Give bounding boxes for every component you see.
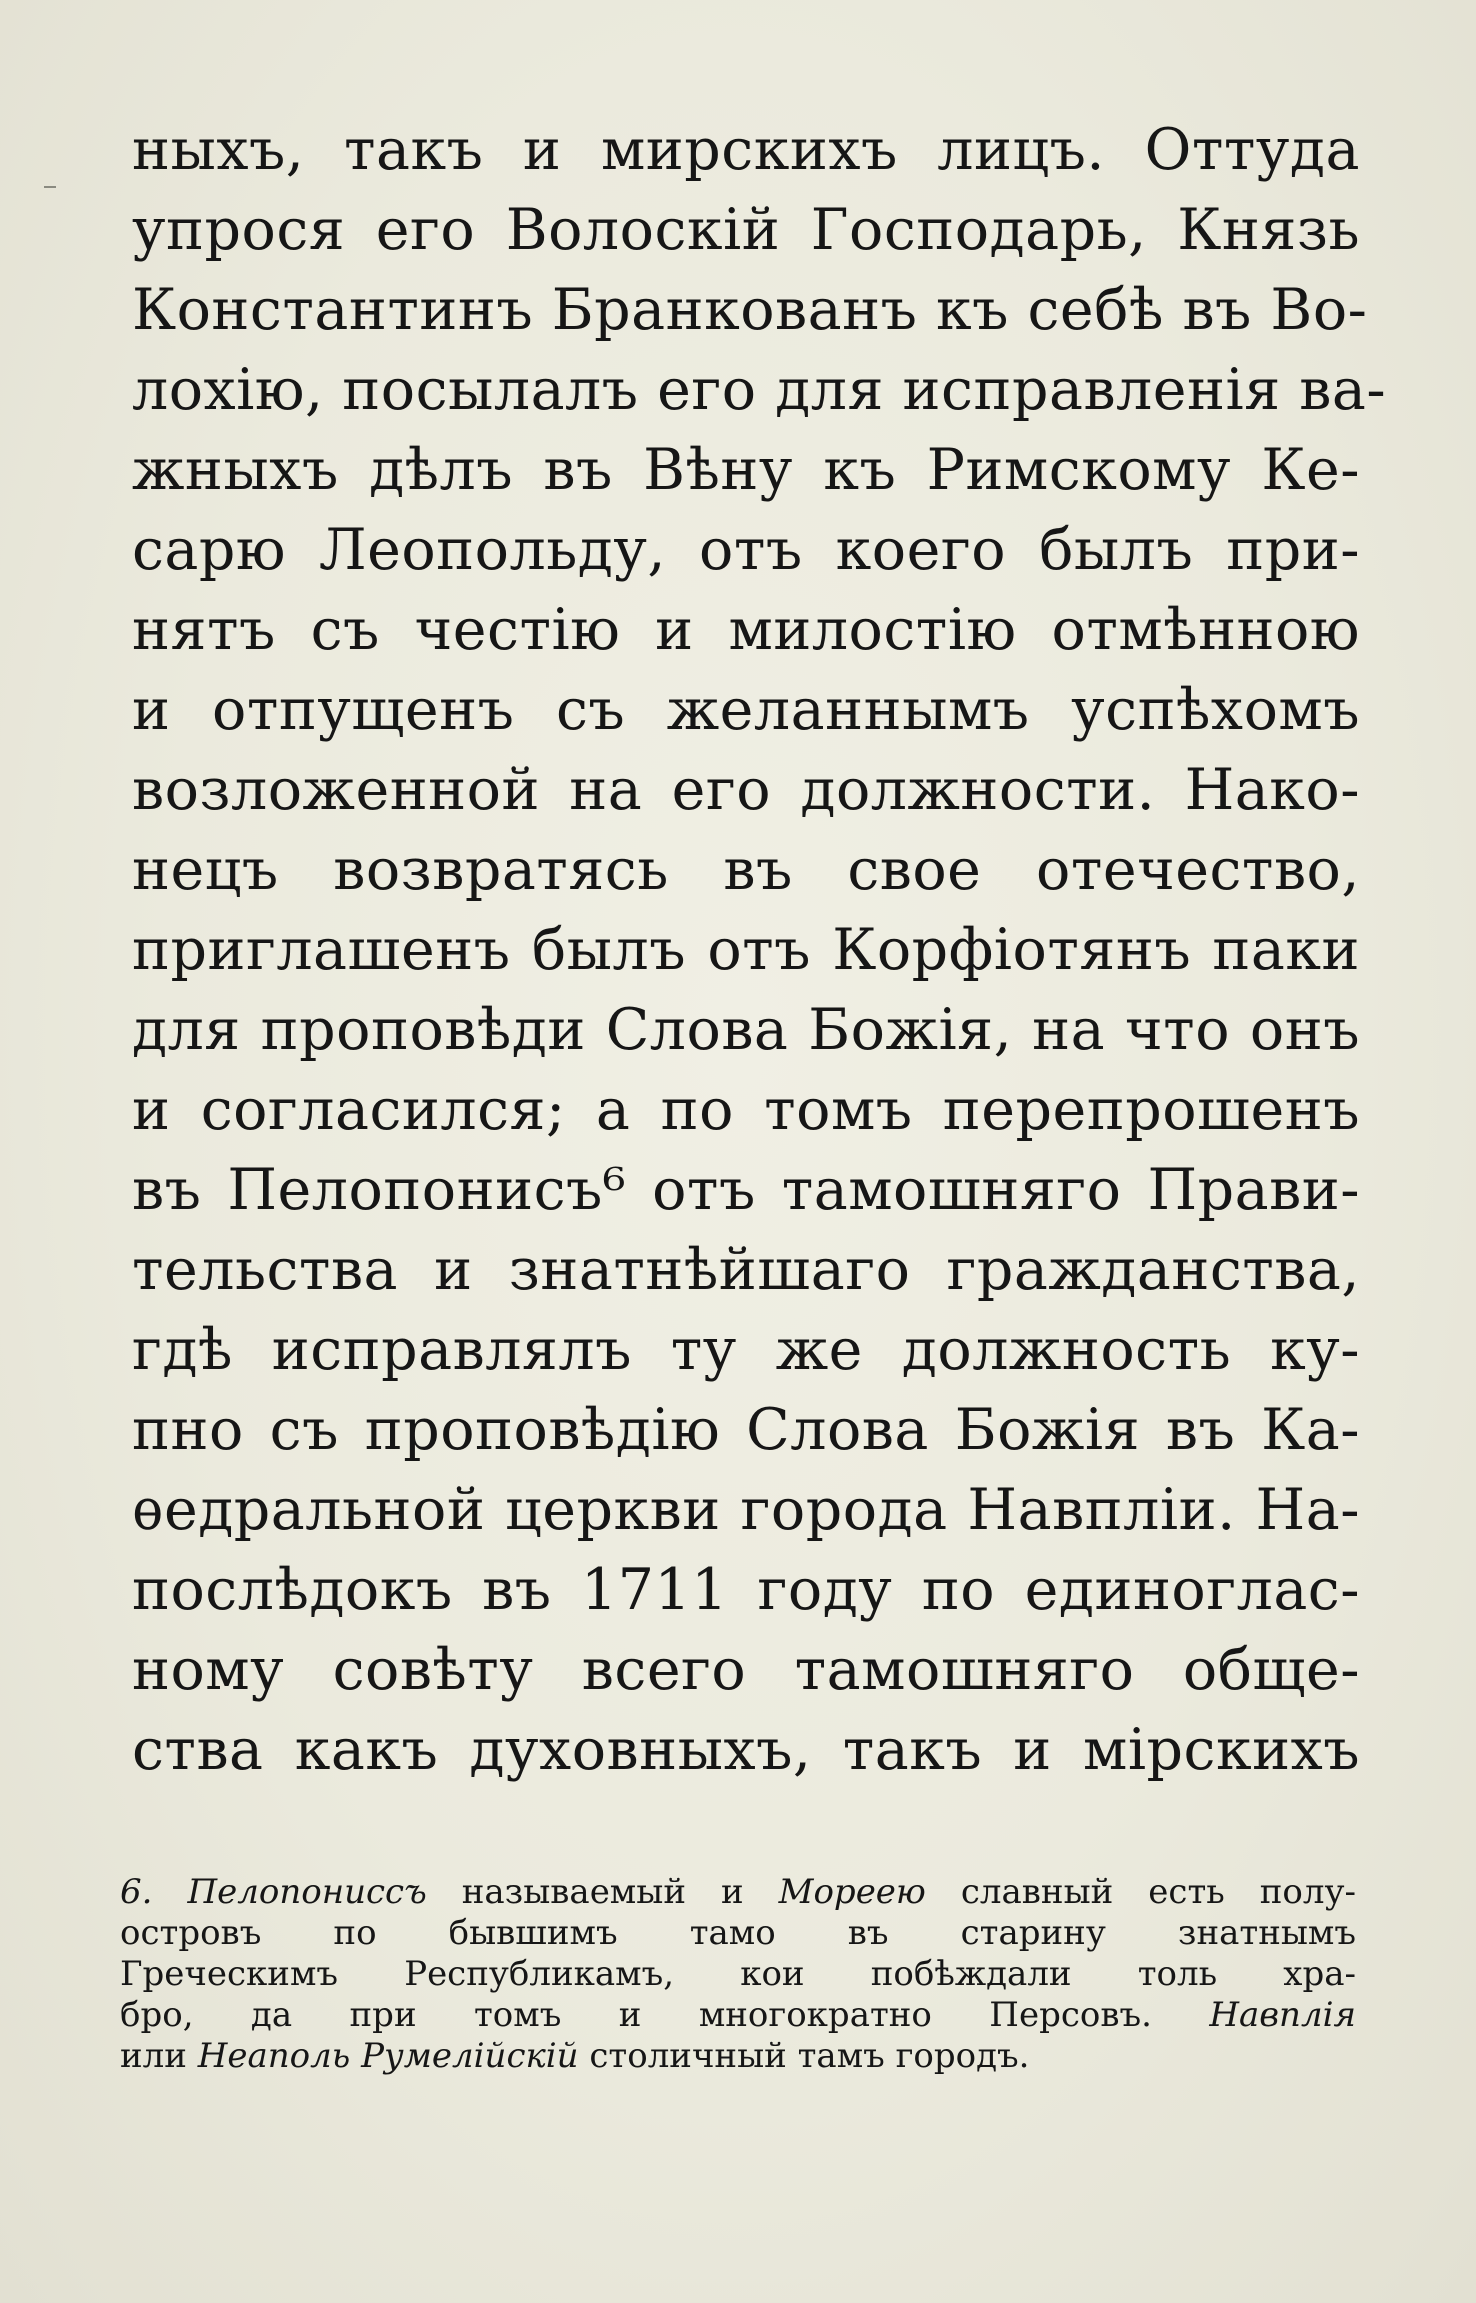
text-line: послѣдокъ въ 1711 году по единоглас- [132,1557,1360,1623]
text-line: ѳедральной церкви города Навпліи. На- [132,1477,1360,1543]
margin-mark [44,186,56,188]
footnote-line [120,1872,1356,1913]
text-line: нецъ возвратясь въ свое отечество, [132,837,1360,903]
text-line: жныхъ дѣлъ въ Вѣну къ Римскому Ке- [132,437,1360,503]
text-line: пно съ проповѣдію Слова Божія въ Ка- [132,1397,1360,1463]
text-line: упрося его Волоскій Господарь, Князь [132,197,1360,263]
text-line: для проповѣди Слова Божія, на что онъ [132,997,1360,1063]
footnote-text: бро, да при томъ и многократно Персовъ. [120,1995,1210,2035]
footnote-term: Мореею [778,1872,926,1912]
footnote-text: столичный тамъ городъ. [578,2036,1030,2076]
footnote-term: Навплія [1209,1995,1356,2035]
text-line: нятъ съ честію и милостію отмѣнною [132,597,1360,663]
footnote-term: Неаполь Румелійскій [197,2036,579,2076]
footnote-line [120,2036,1356,2077]
text-line: въ Пелопонисъ⁶ отъ тамошняго Прави- [132,1157,1360,1223]
footnote-text: или [120,2036,198,2076]
text-line: ному совѣту всего тамошняго обще- [132,1637,1360,1703]
text-line: ныхъ, такъ и мирскихъ лицъ. Оттуда [132,117,1360,183]
footnote [120,1872,1356,2077]
footnote-text: славный есть полу- [925,1872,1356,1912]
text-line: тельства и знатнѣйшаго гражданства, [132,1237,1360,1303]
text-line: сарю Леопольду, отъ коего былъ при- [132,517,1360,583]
main-text [132,110,1387,1790]
footnote-text: называемый и [426,1872,779,1912]
text-line: Константинъ Бранкованъ къ себѣ въ Во- [132,277,1368,343]
text-line: лохію, посылалъ его для исправленія ва- [132,357,1387,423]
text-line: гдѣ исправлялъ ту же должность ку- [132,1317,1360,1383]
text-line: возложенной на его должности. Нако- [132,757,1360,823]
footnote-line [120,1995,1356,2036]
footnote-line: Греческимъ Республикамъ, кои побѣждали толь хра- [120,1954,1356,1994]
footnote-line: островъ по бывшимъ тамо въ старину знатнымъ [120,1913,1356,1953]
footnote-term: Пелопониссъ [187,1872,427,1912]
text-line: ства какъ духовныхъ, такъ и мірскихъ [132,1717,1360,1783]
text-line: и отпущенъ съ желаннымъ успѣхомъ [132,677,1360,743]
text-line: приглашенъ былъ отъ Корфіотянъ паки [132,917,1360,983]
text-line: и согласился; а по томъ перепрошенъ [132,1077,1360,1143]
footnote-marker: 6. [120,1872,153,1912]
